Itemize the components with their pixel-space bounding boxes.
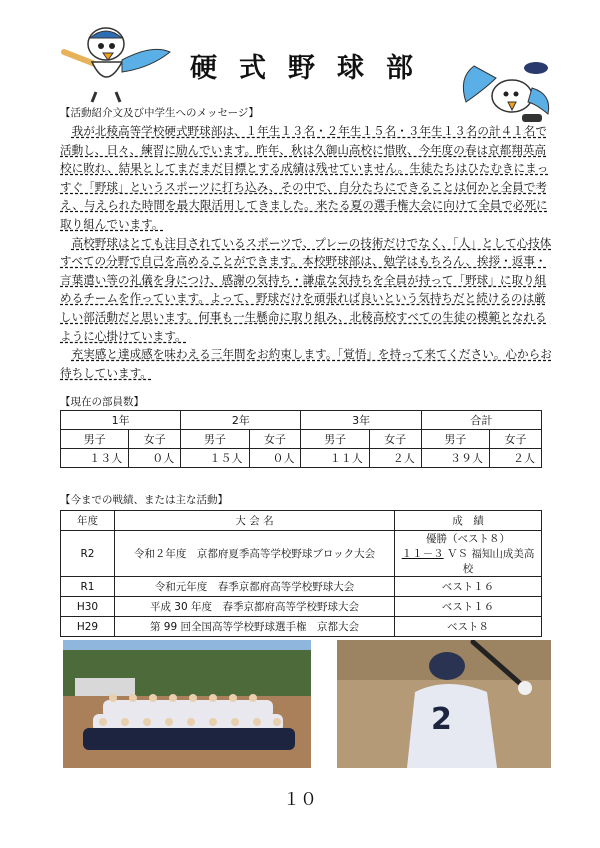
count-cell: ３９人: [421, 449, 489, 468]
grade-header: 2年: [181, 411, 301, 430]
count-cell: ２人: [489, 449, 541, 468]
sex-header: 男子: [421, 430, 489, 449]
score: １１－３: [401, 548, 444, 560]
result-score-line: [399, 546, 537, 576]
sex-header: 男子: [181, 430, 249, 449]
count-cell: １５人: [181, 449, 249, 468]
opponent: ＶＳ 福知山成美高校: [447, 548, 535, 575]
intro-text: [60, 122, 552, 382]
year-cell: R1: [61, 577, 115, 597]
grade-header: 合計: [421, 411, 541, 430]
table-row: [61, 449, 542, 468]
event-cell: 令和２年度 京都府夏季高等学校野球ブロック大会: [115, 531, 395, 577]
event-cell: 令和元年度 春季京都府高等学校野球大会: [115, 577, 395, 597]
mascot-right-illustration: [456, 58, 556, 124]
sex-header: 女子: [489, 430, 541, 449]
table-row: [61, 577, 542, 597]
year-cell: R2: [61, 531, 115, 577]
sex-header: 男子: [61, 430, 129, 449]
count-cell: ０人: [129, 449, 181, 468]
event-cell: 平成 30 年度 春季京都府高等学校野球大会: [115, 597, 395, 617]
batter-photo: [337, 640, 551, 768]
count-cell: ０人: [249, 449, 301, 468]
table-row: [61, 511, 542, 531]
grade-header: 3年: [301, 411, 421, 430]
sex-header: 女子: [369, 430, 421, 449]
page-title: 硬式野球部: [190, 53, 435, 84]
grade-header: 1年: [61, 411, 181, 430]
page-number: １０: [283, 790, 317, 810]
event-cell: 第 99 回全国高等学校野球選手権 京都大会: [115, 617, 395, 637]
year-cell: H30: [61, 597, 115, 617]
intro-paragraph: 我が北稜高等学校硬式野球部は、１年生１３名・２年生１５名・３年生１３名の計４１名で活動し、日々、練習に励んでいます。昨年、秋は久御山高校に惜敗、今年度の春は京都翔英高校に敗れ、結果としてまだまだ目標とする成績は残せていません。生徒たちはひたむきにまっすぐ「野球」というスポーツに打ち込み、その中で、自分たちにできることは何かと全員で考え、与えられた時間を最大限活用してきました。来たる夏の選手権大会に向けて全員で必死に取り組んでいます。: [60, 124, 549, 231]
team-photo: [63, 640, 311, 768]
year-cell: H29: [61, 617, 115, 637]
history-heading: 【今までの戦績、または主な活動】: [60, 494, 228, 506]
intro-paragraph: 高校野球はとても注目されているスポーツで、プレーの技術だけでなく、「人」として心技体すべての分野で自己を高めることができます。本校野球部は、勉学はもちろん、挨拶・返事・言葉遣い等の礼儀を身につけ、感謝の気持ち・謙虚な気持ちを全員が持って「野球」に取り組めるチームを作っています。よって、野球だけを頑張れば良いという気持ちだと続けるのは厳しい部活動だと思います。何事も一生懸命に取り組み、北稜高校すべての生徒の模範となれるように心掛けています。: [60, 235, 552, 343]
column-header: 成 績: [395, 511, 542, 531]
count-cell: １３人: [61, 449, 129, 468]
count-cell: １１人: [301, 449, 369, 468]
members-table: [60, 410, 542, 468]
result-cell: ベスト１６: [395, 577, 542, 597]
history-table: [60, 510, 542, 637]
result-cell: ベスト８: [395, 617, 542, 637]
table-row: [61, 617, 542, 637]
sex-header: 女子: [249, 430, 301, 449]
result-cell: ベスト１６: [395, 597, 542, 617]
count-cell: ２人: [369, 449, 421, 468]
sex-header: 女子: [129, 430, 181, 449]
table-row: [61, 597, 542, 617]
table-row: [61, 430, 542, 449]
intro-heading: 【活動紹介文及び中学生へのメッセージ】: [60, 107, 259, 119]
player-number: 2: [431, 702, 452, 737]
column-header: 大 会 名: [115, 511, 395, 531]
sex-header: 男子: [301, 430, 369, 449]
result-text: 優勝（ベスト８）: [426, 533, 510, 545]
result-cell: [395, 531, 542, 577]
column-header: 年度: [61, 511, 115, 531]
members-heading: 【現在の部員数】: [60, 396, 144, 408]
table-row: [61, 531, 542, 577]
intro-paragraph: 充実感と達成感を味わえる三年間をお約束します。「覚悟」を持って来てください。心からお待ちしています。: [60, 347, 552, 380]
mascot-left-illustration: [60, 22, 172, 106]
table-row: [61, 411, 542, 430]
